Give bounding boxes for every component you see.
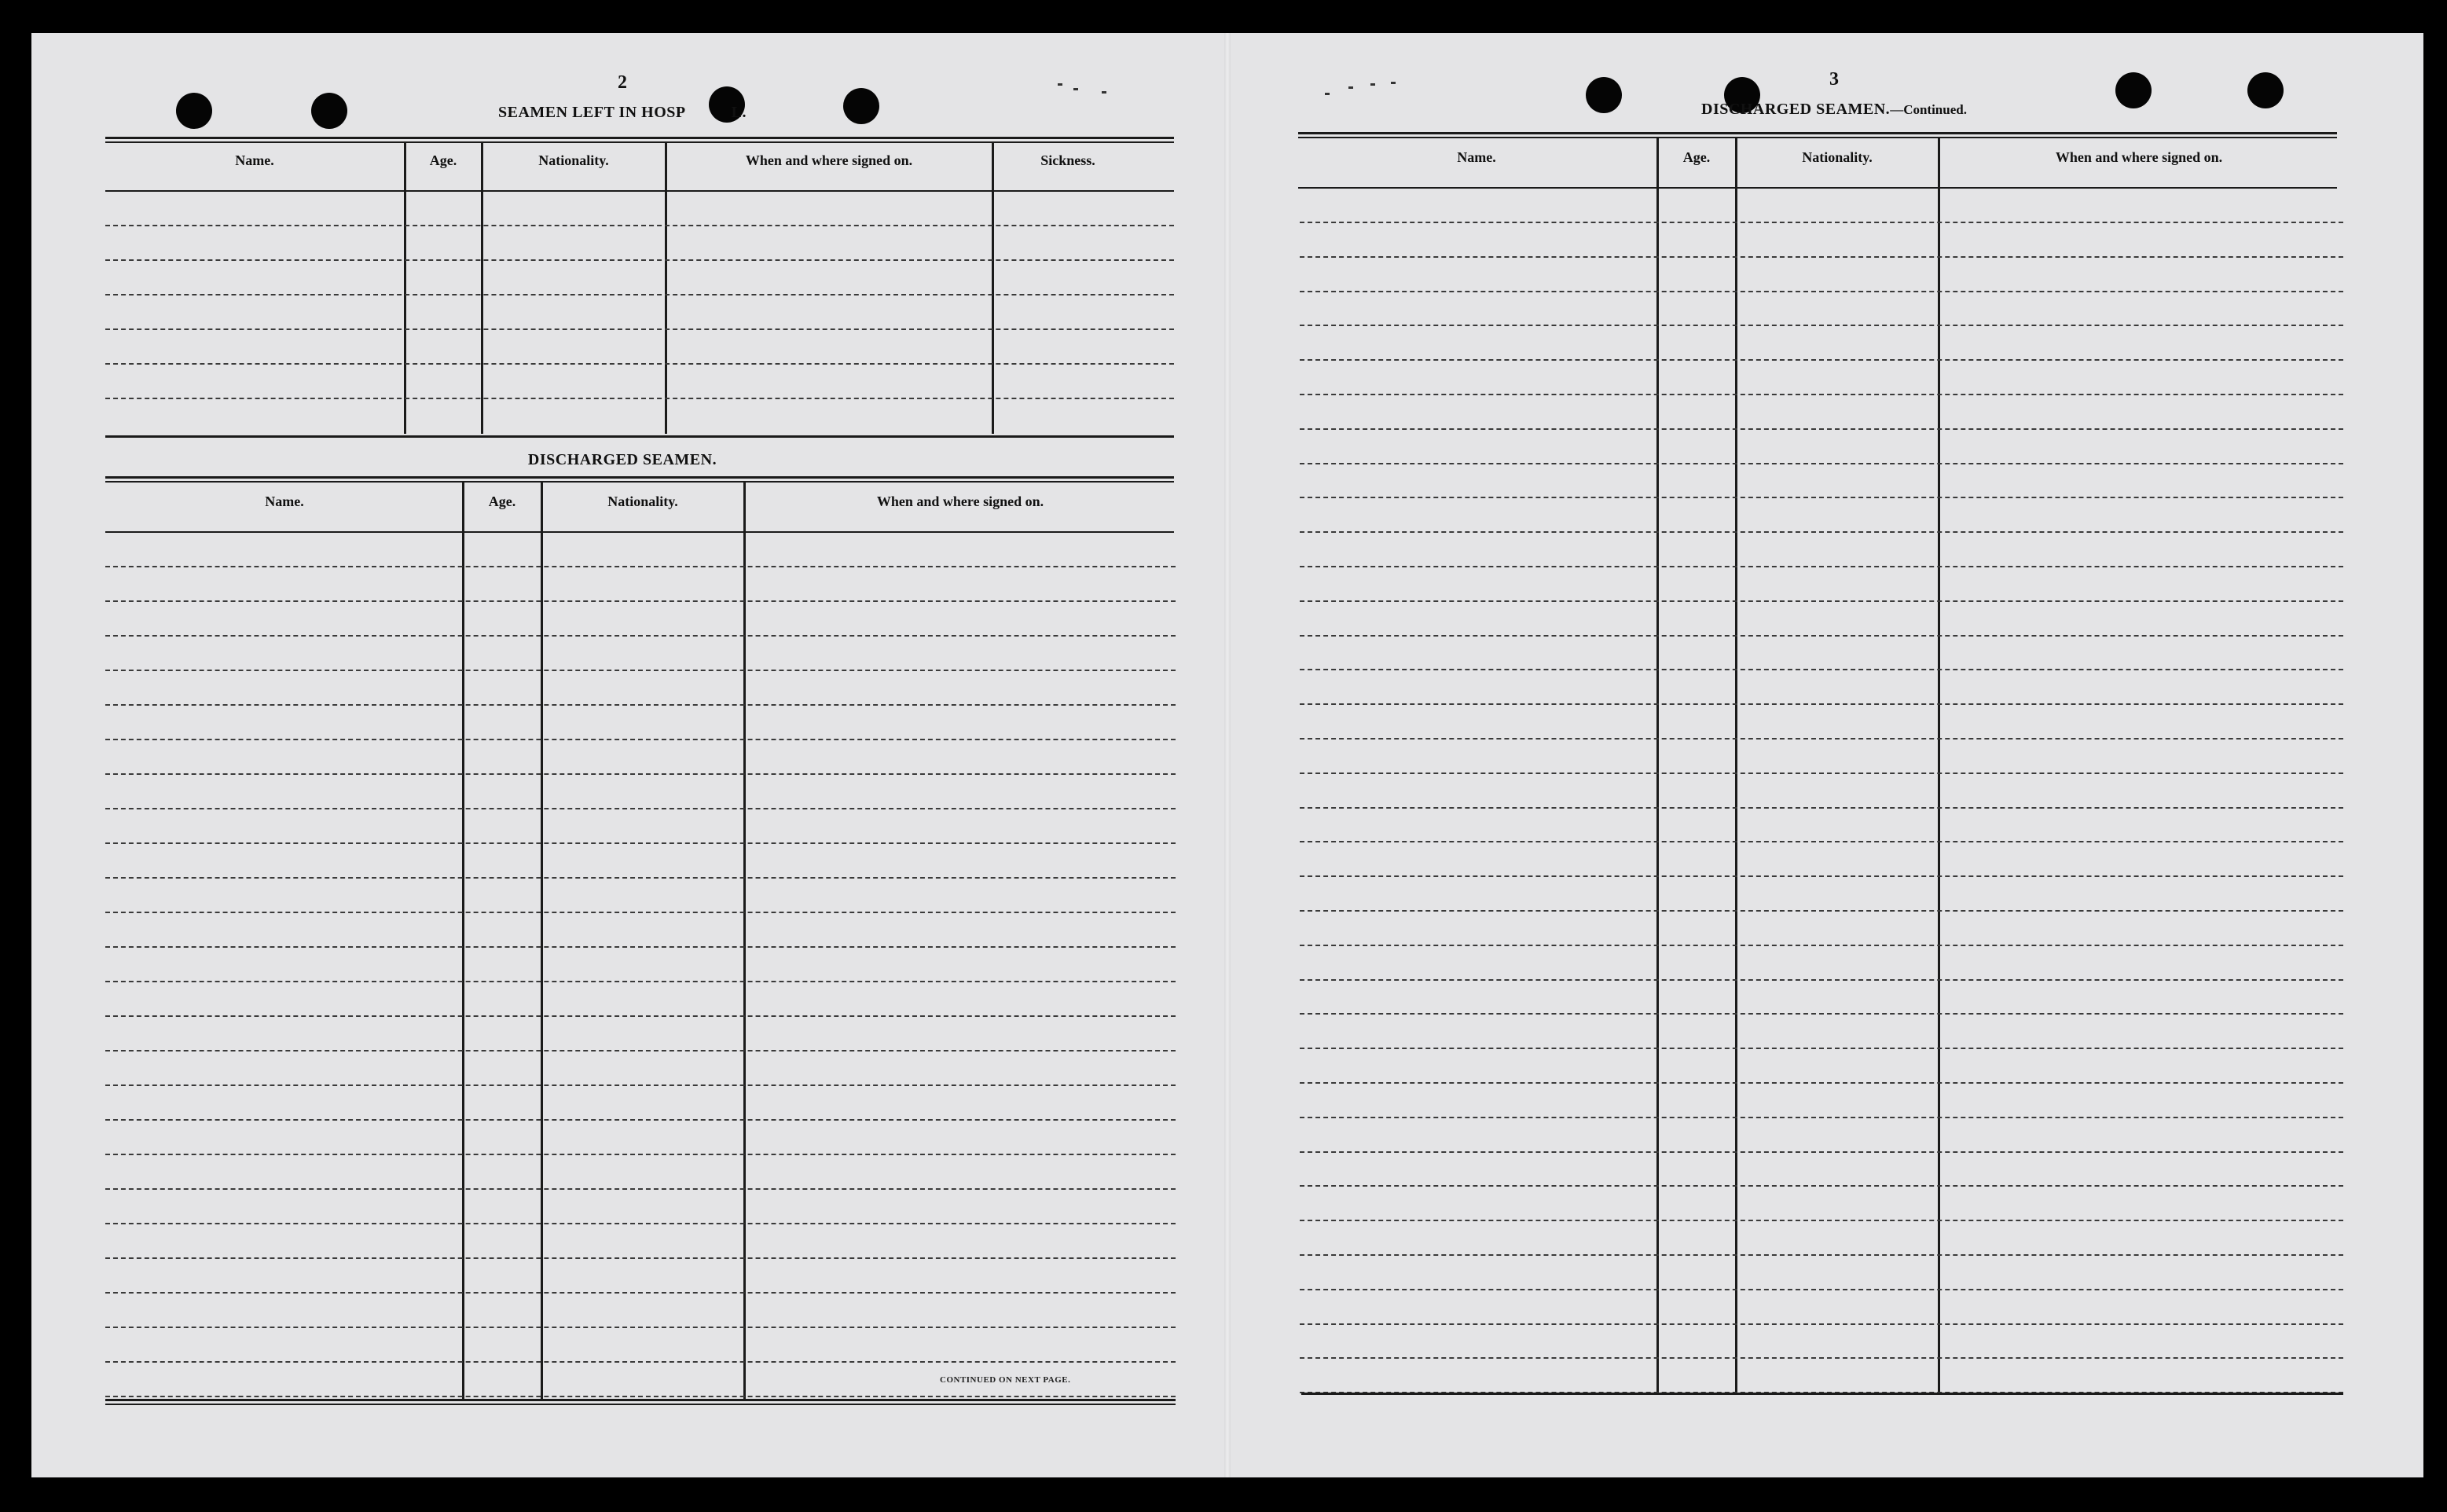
blank-entry-line: [1300, 222, 2343, 223]
blank-entry-line: [1300, 703, 2343, 705]
blank-entry-line: [105, 225, 1174, 226]
blank-entry-line: [105, 294, 1174, 295]
blank-entry-line: [1300, 394, 2343, 395]
table-bottom-rule: [105, 435, 1174, 438]
section-title-discharged: DISCHARGED SEAMEN.: [527, 451, 717, 468]
blank-entry-line: [1300, 1117, 2343, 1118]
blank-entry-line: [1300, 1323, 2343, 1325]
continued-note: CONTINUED ON NEXT PAGE.: [940, 1375, 1071, 1385]
header-underline: [1298, 187, 2337, 189]
blank-entry-line: [1300, 1357, 2343, 1359]
column-header-signed-on: When and where signed on.: [2055, 149, 2223, 165]
blank-entry-line: [1300, 841, 2343, 842]
blank-entry-line: [1300, 773, 2343, 774]
blank-entry-line: [1300, 463, 2343, 464]
ink-speck: [1102, 91, 1106, 94]
blank-entry-line: [105, 981, 1176, 982]
column-divider: [404, 143, 406, 434]
page-number: 2: [618, 72, 627, 93]
blank-entry-line: [1300, 1082, 2343, 1084]
punch-hole: [843, 88, 879, 124]
column-header-signed-on: When and where signed on.: [745, 152, 913, 168]
punch-hole: [1586, 77, 1622, 113]
blank-entry-line: [1300, 1185, 2343, 1187]
table-top-rule: [105, 137, 1174, 139]
blank-entry-line: [1300, 256, 2343, 258]
column-header-age: Age.: [429, 152, 457, 168]
column-divider: [665, 143, 667, 434]
column-divider: [992, 143, 994, 434]
blank-entry-line: [105, 1257, 1176, 1259]
blank-entry-line: [105, 1292, 1176, 1294]
blank-entry-line: [105, 1015, 1176, 1017]
ink-speck: [1370, 83, 1375, 86]
blank-entry-line: [105, 1188, 1176, 1190]
table-bottom-rule: [105, 1399, 1176, 1401]
column-divider: [481, 143, 483, 434]
blank-entry-line: [105, 670, 1176, 671]
blank-entry-line: [1300, 1151, 2343, 1153]
blank-entry-line: [105, 704, 1176, 706]
header-underline: [105, 190, 1174, 192]
blank-entry-line: [1300, 738, 2343, 739]
blank-entry-line: [1300, 979, 2343, 981]
column-divider: [1735, 138, 1737, 1393]
blank-entry-line: [105, 1050, 1176, 1051]
blank-entry-line: [105, 1154, 1176, 1155]
table-top-rule: [105, 481, 1174, 483]
column-divider: [1656, 138, 1659, 1393]
blank-entry-line: [1300, 497, 2343, 498]
ink-speck: [1073, 88, 1078, 90]
blank-entry-line: [1300, 531, 2343, 533]
punch-hole: [176, 93, 212, 129]
column-header-nationality: Nationality.: [607, 494, 678, 509]
blank-entry-line: [1300, 635, 2343, 637]
blank-entry-line: [105, 739, 1176, 740]
left-page: [31, 33, 1227, 1477]
column-header-signed-on: When and where signed on.: [876, 494, 1044, 509]
blank-entry-line: [1300, 291, 2343, 292]
blank-entry-line: [105, 1327, 1176, 1328]
blank-entry-line: [105, 328, 1174, 330]
blank-entry-line: [105, 912, 1176, 913]
ink-speck: [1325, 93, 1330, 95]
table-bottom-rule: [1301, 1393, 2343, 1395]
column-divider: [1938, 138, 1940, 1393]
blank-entry-line: [105, 808, 1176, 809]
blank-entry-line: [105, 773, 1176, 775]
column-divider: [462, 483, 464, 1399]
table-top-rule: [1298, 132, 2337, 134]
blank-entry-line: [105, 1119, 1176, 1121]
punch-hole: [311, 93, 347, 129]
blank-entry-line: [105, 363, 1174, 365]
blank-entry-line: [105, 1396, 1176, 1397]
ink-speck: [1391, 82, 1396, 84]
table-top-rule: [105, 141, 1174, 143]
scanned-ledger-spread: [31, 33, 2423, 1477]
blank-entry-line: [105, 842, 1176, 844]
column-header-nationality: Nationality.: [1802, 149, 1873, 165]
blank-entry-line: [105, 259, 1174, 261]
blank-entry-line: [105, 566, 1176, 567]
right-page: [1227, 33, 2423, 1477]
blank-entry-line: [1300, 325, 2343, 326]
column-header-age: Age.: [488, 494, 516, 509]
blank-entry-line: [105, 1361, 1176, 1363]
header-underline: [105, 531, 1174, 533]
column-header-nationality: Nationality.: [538, 152, 609, 168]
blank-entry-line: [1300, 945, 2343, 946]
column-header-sickness: Sickness.: [1040, 152, 1095, 168]
blank-entry-line: [1300, 910, 2343, 912]
blank-entry-line: [1300, 359, 2343, 361]
blank-entry-line: [1300, 1289, 2343, 1290]
section-title-discharged-continued: DISCHARGED SEAMEN.—Continued.: [1701, 101, 1967, 118]
table-top-rule: [105, 476, 1174, 479]
ink-speck: [1058, 83, 1062, 86]
blank-entry-line: [1300, 807, 2343, 809]
blank-entry-line: [1300, 669, 2343, 670]
column-header-age: Age.: [1682, 149, 1711, 165]
table-bottom-rule: [105, 1404, 1176, 1405]
blank-entry-line: [1300, 566, 2343, 567]
blank-entry-line: [1300, 875, 2343, 877]
column-header-name: Name.: [235, 152, 274, 168]
blank-entry-line: [1300, 1048, 2343, 1049]
blank-entry-line: [105, 398, 1174, 399]
blank-entry-line: [1300, 1220, 2343, 1221]
blank-entry-line: [105, 946, 1176, 948]
blank-entry-line: [105, 635, 1176, 637]
column-header-name: Name.: [265, 494, 304, 509]
column-divider: [743, 483, 746, 1399]
blank-entry-line: [105, 877, 1176, 879]
blank-entry-line: [105, 600, 1176, 602]
punch-hole: [2115, 72, 2152, 108]
page-number: 3: [1829, 69, 1839, 90]
blank-entry-line: [105, 1223, 1176, 1224]
column-header-name: Name.: [1457, 149, 1496, 165]
blank-entry-line: [1300, 428, 2343, 430]
punch-hole: [2247, 72, 2284, 108]
ink-speck: [1348, 86, 1353, 89]
blank-entry-line: [1300, 600, 2343, 602]
blank-entry-line: [1300, 1013, 2343, 1015]
blank-entry-line: [1300, 1254, 2343, 1256]
blank-entry-line: [105, 1084, 1176, 1086]
column-divider: [541, 483, 543, 1399]
section-title-hospital: SEAMEN LEFT IN HOSP L.: [498, 104, 747, 121]
table-top-rule: [1298, 137, 2337, 138]
